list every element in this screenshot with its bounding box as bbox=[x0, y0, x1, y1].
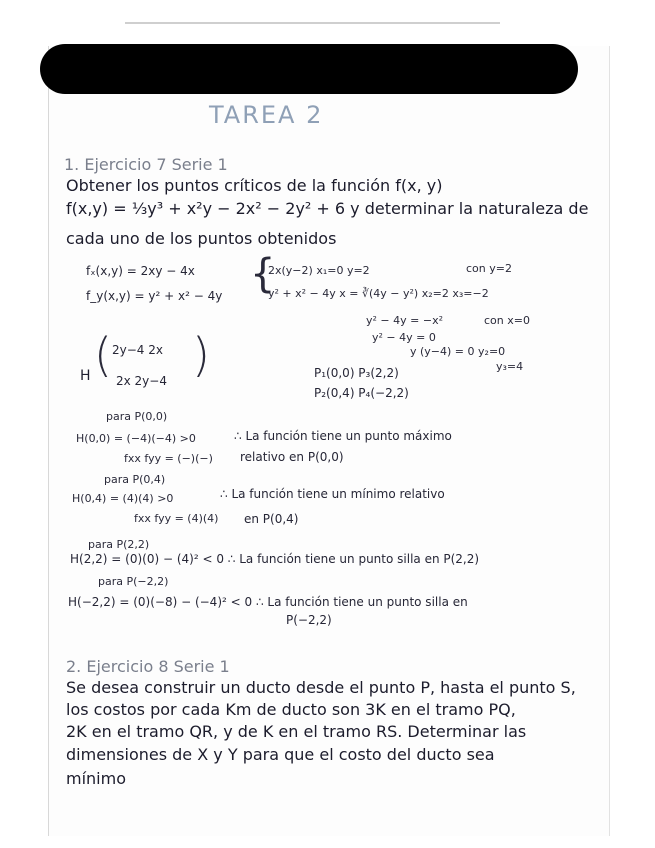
equation-line-2: y² − 4y = 0 bbox=[372, 331, 436, 344]
case-1-hessian: H(0,0) = (−4)(−4) >0 bbox=[76, 432, 196, 445]
hessian-row-2: 2x 2y−4 bbox=[116, 374, 167, 388]
hessian-label: H bbox=[80, 368, 91, 384]
ex1-statement-line-3: cada uno de los puntos obtenidos bbox=[66, 229, 337, 248]
system-line-2: y² + x² − 4y x = ∛(4y − y²) x₂=2 x₃=−2 bbox=[268, 287, 489, 300]
system-line-1: 2x(y−2) x₁=0 y=2 bbox=[268, 264, 370, 277]
equation-line-3: y (y−4) = 0 y₂=0 bbox=[410, 345, 506, 358]
ex2-line-4: dimensiones de X y Y para que el costo del ducto sea bbox=[66, 745, 495, 764]
condition-x0: con x=0 bbox=[484, 314, 530, 327]
critical-points-row-1: P₁(0,0) P₃(2,2) bbox=[314, 366, 399, 380]
system-brace: { bbox=[250, 251, 276, 297]
case-4-hessian: H(−2,2) = (0)(−8) − (−4)² < 0 ∴ La función tiene un punto silla en bbox=[68, 595, 468, 609]
paper-top-edge bbox=[125, 22, 500, 24]
ex2-line-2: los costos por cada Km de ducto son 3K en el tramo PQ, bbox=[66, 700, 516, 719]
case-2-relative: en P(0,4) bbox=[244, 512, 299, 526]
case-2-conclusion: ∴ La función tiene un mínimo relativo bbox=[220, 487, 445, 501]
case-2-fxx: fxx fyy = (4)(4) bbox=[134, 512, 219, 525]
matrix-right-paren: ) bbox=[192, 328, 210, 382]
redaction-bar bbox=[40, 44, 578, 94]
case-2-para: para P(0,4) bbox=[104, 473, 166, 486]
page-title: TAREA 2 bbox=[209, 101, 324, 129]
partial-fy: f_y(x,y) = y² + x² − 4y bbox=[86, 289, 223, 303]
root-y3: y₃=4 bbox=[496, 360, 524, 373]
ex2-line-5: mínimo bbox=[66, 769, 126, 788]
hessian-row-1: 2y−4 2x bbox=[112, 343, 163, 357]
case-4-para: para P(−2,2) bbox=[98, 575, 169, 588]
exercise-2-heading: 2. Ejercicio 8 Serie 1 bbox=[66, 657, 230, 676]
equation-line-1: y² − 4y = −x² bbox=[366, 314, 443, 327]
case-3-hessian: H(2,2) = (0)(0) − (4)² < 0 ∴ La función tiene un punto silla en P(2,2) bbox=[70, 552, 480, 566]
case-3-para: para P(2,2) bbox=[88, 538, 150, 551]
ex2-line-3: 2K en el tramo QR, y de K en el tramo RS. Determinar las bbox=[66, 722, 527, 741]
critical-points-row-2: P₂(0,4) P₄(−2,2) bbox=[314, 386, 409, 400]
case-4-point: P(−2,2) bbox=[286, 613, 332, 627]
case-1-fxx: fxx fyy = (−)(−) bbox=[124, 452, 213, 465]
ex1-statement-line-1: Obtener los puntos críticos de la función f(x, y) bbox=[66, 176, 443, 195]
condition-y2: con y=2 bbox=[466, 262, 512, 275]
case-1-relative: relativo en P(0,0) bbox=[240, 450, 344, 464]
ex2-line-1: Se desea construir un ducto desde el punto P, hasta el punto S, bbox=[66, 678, 576, 697]
matrix-left-paren: ( bbox=[94, 328, 112, 382]
case-1-para: para P(0,0) bbox=[106, 410, 168, 423]
case-2-hessian: H(0,4) = (4)(4) >0 bbox=[72, 492, 174, 505]
ex1-statement-line-2: f(x,y) = ⅓y³ + x²y − 2x² − 2y² + 6 y determinar la naturaleza de bbox=[66, 199, 589, 218]
case-1-conclusion: ∴ La función tiene un punto máximo bbox=[234, 429, 452, 443]
partial-fx: fₓ(x,y) = 2xy − 4x bbox=[86, 264, 195, 278]
exercise-1-heading: 1. Ejercicio 7 Serie 1 bbox=[64, 155, 228, 174]
